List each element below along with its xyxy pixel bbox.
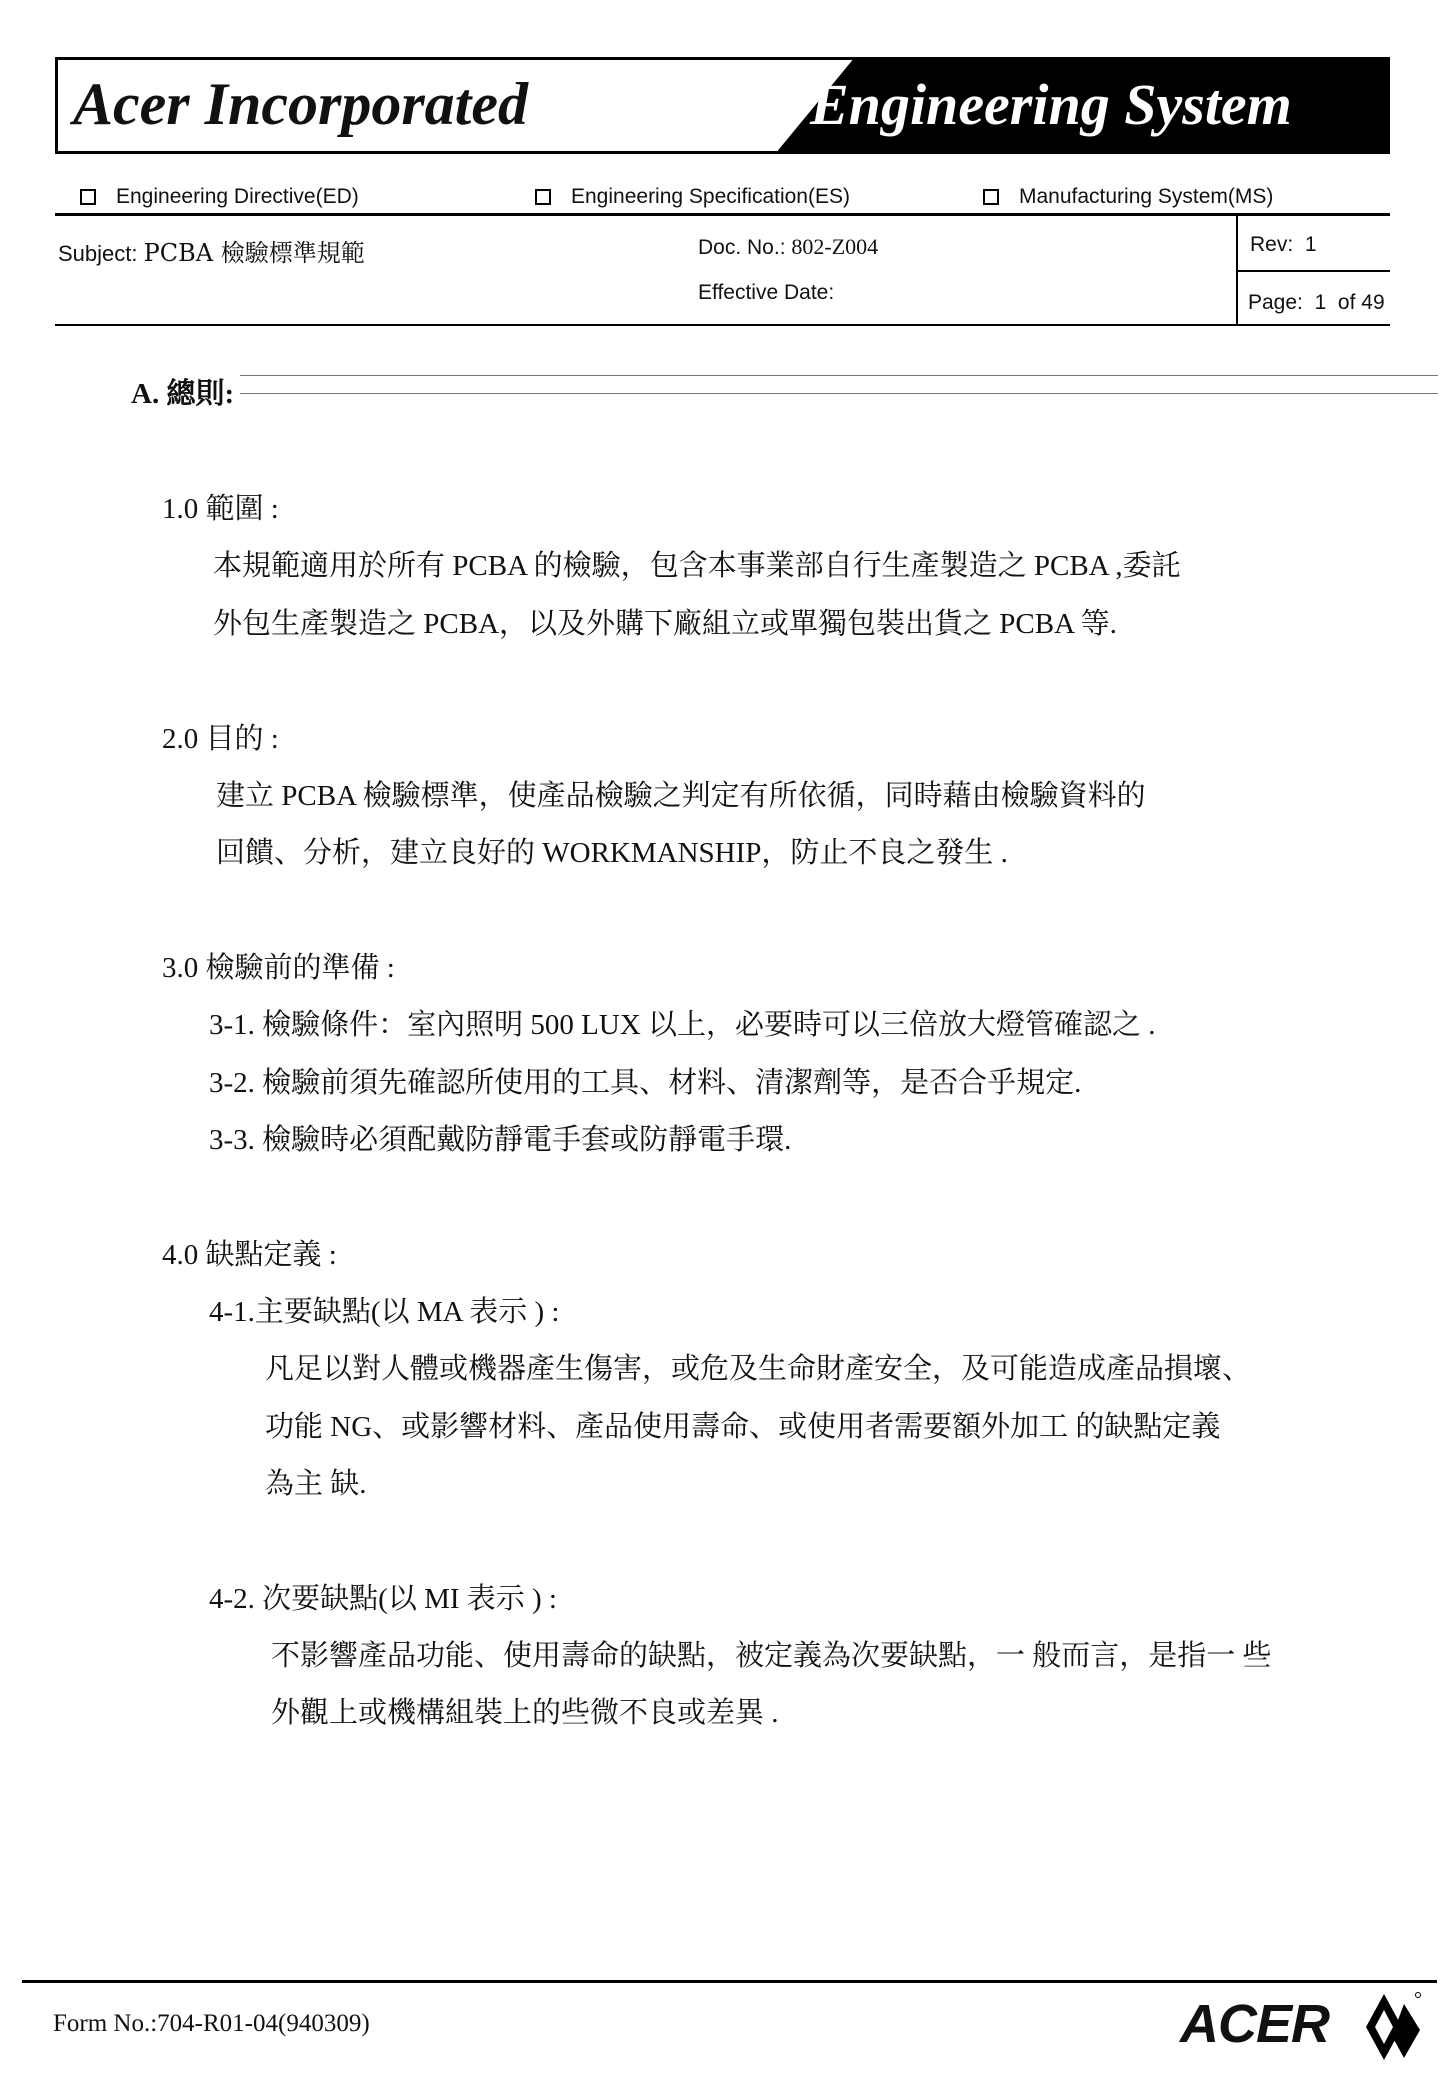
doc-type-label: Engineering Directive(ED)	[116, 185, 359, 208]
page-of: of 49	[1337, 291, 1385, 314]
divider	[240, 375, 1438, 376]
subsection-title: 4-2. 次要缺點(以 MI 表示 ) :	[209, 1583, 557, 1615]
paragraph-line: 回饋、分析，建立良好的 WORKMANSHIP，防止不良之發生 .	[216, 837, 1008, 869]
paragraph-line: 為主 缺.	[265, 1468, 367, 1500]
paragraph-line: 外包生產製造之 PCBA，以及外購下廠組立或單獨包裝出貨之 PCBA 等.	[213, 608, 1117, 640]
rev-value: 1	[1304, 233, 1317, 256]
section-title: 3.0 檢驗前的準備 :	[162, 952, 395, 984]
page-number	[1248, 291, 1385, 315]
page-label: Page:	[1248, 291, 1303, 314]
section-title: 1.0 範圍 :	[162, 493, 279, 525]
list-item: 3-3. 檢驗時必須配戴防靜電手套或防靜電手環.	[209, 1124, 792, 1156]
checkbox-icon[interactable]	[983, 189, 999, 205]
rev-label: Rev:	[1250, 233, 1294, 256]
list-item: 3-1. 檢驗條件：室內照明 500 LUX 以上，必要時可以三倍放大燈管確認之 .	[209, 1009, 1156, 1041]
paragraph-line: 外觀上或機構組裝上的些微不良或差異 .	[271, 1697, 779, 1729]
doc-number	[698, 234, 878, 260]
footer-divider	[22, 1980, 1437, 1983]
acer-logo-text: ACER	[1180, 1994, 1330, 2054]
doc-no-value: 802-Z004	[791, 234, 879, 259]
section-title: 4.0 缺點定義 :	[162, 1239, 337, 1271]
checkbox-icon[interactable]	[535, 189, 551, 205]
paragraph-line: 建立 PCBA 檢驗標準，使產品檢驗之判定有所依循，同時藉由檢驗資料的	[216, 780, 1146, 812]
revision	[1250, 233, 1317, 257]
page-value: 1	[1314, 291, 1327, 314]
form-number: Form No.:704-R01-04(940309)	[53, 2010, 370, 2037]
paragraph-line: 本規範適用於所有 PCBA 的檢驗，包含本事業部自行生產製造之 PCBA ,委託	[213, 550, 1181, 582]
section-heading: A. 總則:	[131, 378, 235, 410]
company-name: Acer Incorporated	[73, 71, 528, 137]
doc-type-ms[interactable]	[983, 182, 1273, 212]
doc-type-label: Engineering Specification(ES)	[571, 185, 850, 208]
subject-value: PCBA 檢驗標準規範	[143, 239, 365, 267]
section-title: 2.0 目的 :	[162, 723, 279, 755]
system-name: Engineering System	[810, 72, 1292, 137]
divider	[55, 213, 1390, 216]
divider	[55, 324, 1390, 326]
header-banner	[55, 57, 1390, 154]
divider	[240, 393, 1438, 394]
divider	[1236, 270, 1390, 272]
effective-date: Effective Date:	[698, 281, 835, 304]
checkbox-icon[interactable]	[80, 189, 96, 205]
acer-diamond-logo-icon	[1362, 1990, 1424, 2064]
subsection-title: 4-1.主要缺點(以 MA 表示 ) :	[209, 1296, 560, 1328]
list-item: 3-2. 檢驗前須先確認所使用的工具、材料、清潔劑等，是否合乎規定.	[209, 1067, 1082, 1099]
subject	[58, 233, 365, 268]
doc-type-label: Manufacturing System(MS)	[1019, 185, 1274, 208]
doc-type-es[interactable]	[535, 182, 850, 212]
paragraph-line: 功能 NG、或影響材料、產品使用壽命、或使用者需要額外加工 的缺點定義	[265, 1411, 1221, 1443]
paragraph-line: 不影響產品功能、使用壽命的缺點，被定義為次要缺點，一 般而言，是指一 些	[271, 1640, 1272, 1672]
doc-type-ed[interactable]	[80, 182, 359, 212]
subject-label: Subject:	[58, 241, 138, 266]
paragraph-line: 凡足以對人體或機器產生傷害，或危及生命財產安全，及可能造成產品損壞、	[265, 1353, 1252, 1385]
doc-no-label: Doc. No.:	[698, 236, 786, 259]
